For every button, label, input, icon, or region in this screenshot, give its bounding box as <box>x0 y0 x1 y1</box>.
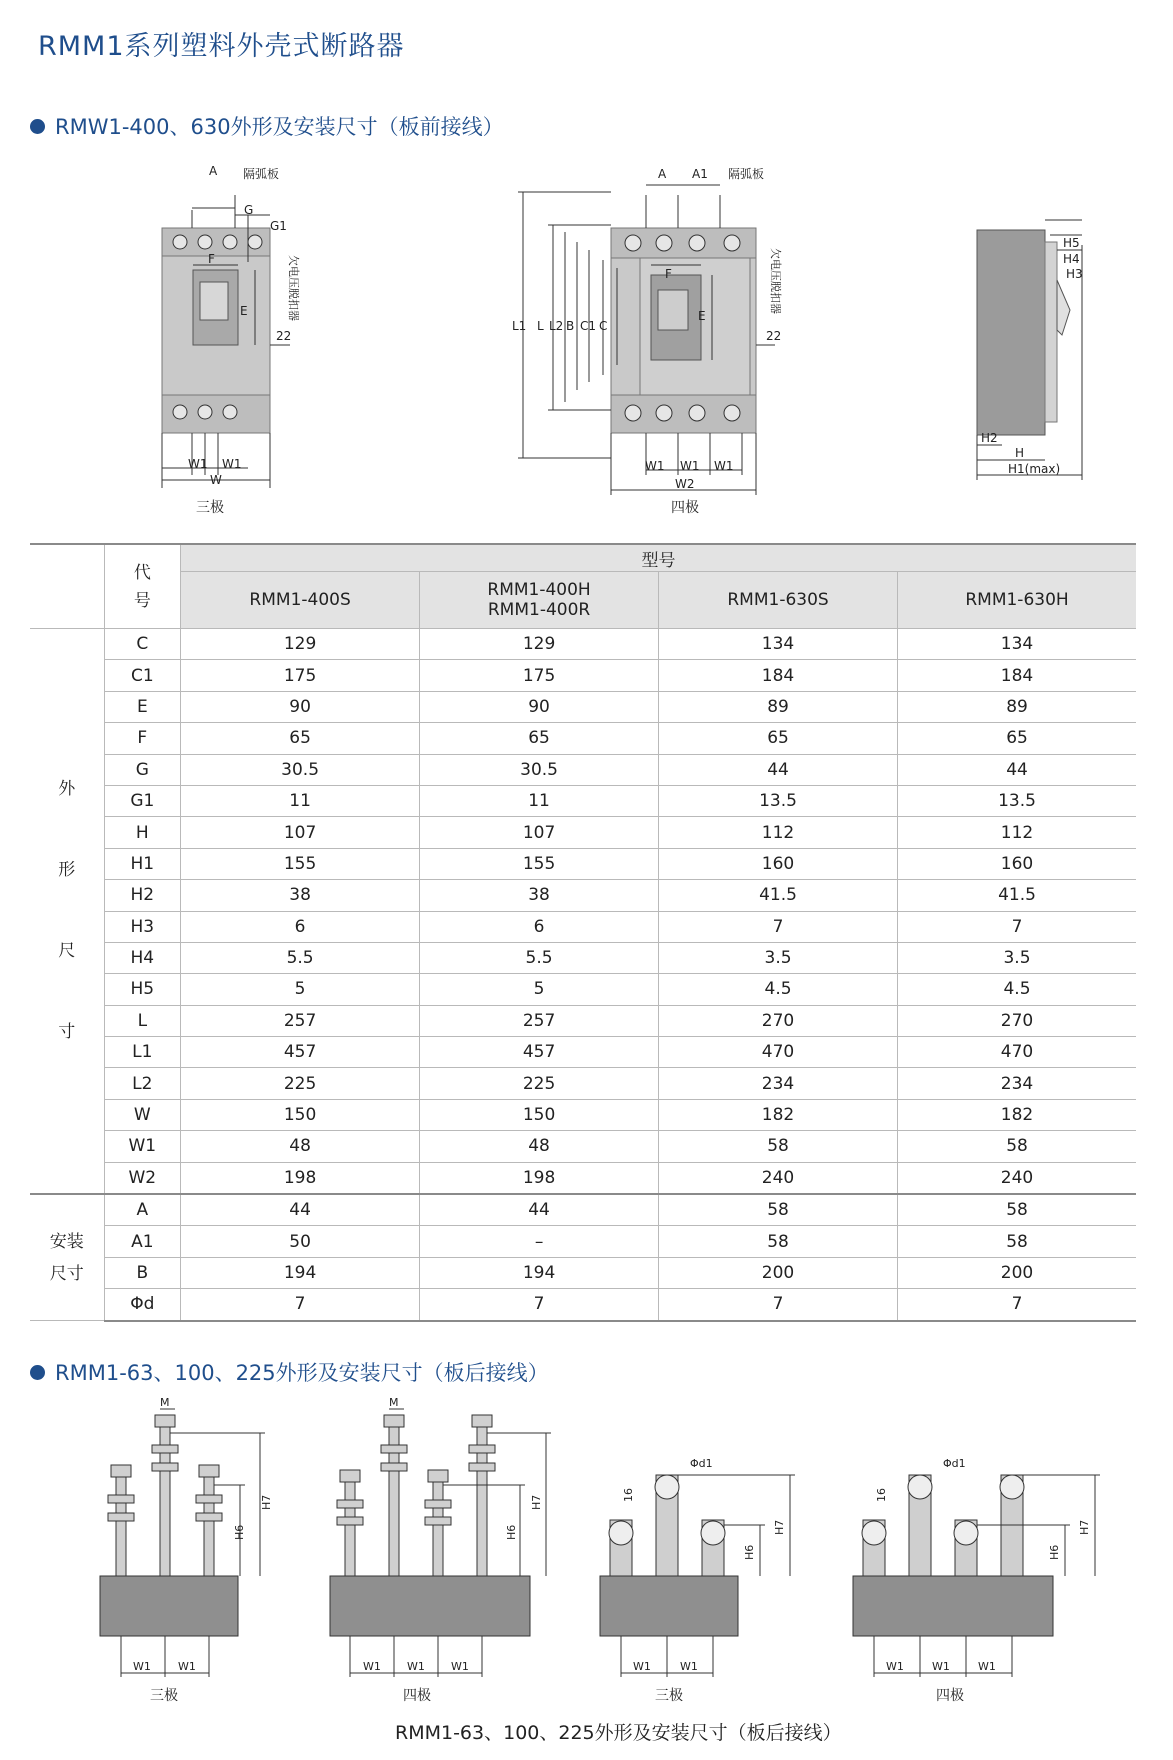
value-cell: 107 <box>420 817 659 848</box>
row-code-cell: H3 <box>104 911 181 942</box>
value-cell: 6 <box>420 911 659 942</box>
value-cell: 44 <box>898 754 1136 785</box>
dim-h7-label: H7 <box>530 1494 543 1510</box>
model-name: RMM1-630H <box>965 590 1069 610</box>
value-cell: 198 <box>181 1162 420 1194</box>
value-cell: 58 <box>898 1131 1136 1162</box>
table-row <box>30 1194 1136 1226</box>
value-cell: 194 <box>181 1257 420 1288</box>
value-cell: 155 <box>181 848 420 879</box>
group-outer-cell <box>30 629 104 1195</box>
dim-c1-label: C1 <box>580 319 597 333</box>
four-pole-label: 四极 <box>403 1688 431 1704</box>
dim-b-label: B <box>566 319 575 333</box>
row-code-cell: A1 <box>104 1226 181 1257</box>
dim-l1-label: L1 <box>512 319 527 333</box>
value-cell: 3.5 <box>898 942 1136 973</box>
value-cell: 160 <box>898 848 1136 879</box>
model-name: RMM1-400R <box>487 600 591 620</box>
value-cell: 270 <box>659 1005 898 1036</box>
bullet-icon <box>30 119 45 134</box>
value-cell: 89 <box>659 691 898 722</box>
dim-f-label: F <box>665 267 672 281</box>
value-cell: 234 <box>659 1068 898 1099</box>
value-cell: 175 <box>420 660 659 691</box>
row-code-cell: A <box>104 1194 181 1226</box>
table-row <box>30 1289 1136 1321</box>
value-cell: 112 <box>659 817 898 848</box>
value-cell: 4.5 <box>898 974 1136 1005</box>
value-cell: 7 <box>659 1289 898 1321</box>
value-cell: 58 <box>659 1131 898 1162</box>
dim-h5-label: H5 <box>1063 236 1080 250</box>
dim-l2-label: L2 <box>549 319 564 333</box>
value-cell: 225 <box>420 1068 659 1099</box>
value-cell: 6 <box>181 911 420 942</box>
value-cell: 150 <box>181 1099 420 1130</box>
group-outer-char: 形 <box>58 860 76 881</box>
value-cell: 182 <box>898 1099 1136 1130</box>
dim-w1-label: W1 <box>188 457 208 471</box>
row-code-cell: E <box>104 691 181 722</box>
row-code-cell: G1 <box>104 785 181 816</box>
dim-w1-label: W1 <box>932 1660 950 1673</box>
value-cell: 41.5 <box>898 880 1136 911</box>
value-cell: 457 <box>420 1037 659 1068</box>
value-cell: 58 <box>659 1194 898 1226</box>
table-row <box>30 1005 1136 1036</box>
value-cell: 470 <box>898 1037 1136 1068</box>
value-cell: 30.5 <box>181 754 420 785</box>
row-code-cell: H5 <box>104 974 181 1005</box>
dim-m-label: M <box>389 1396 399 1409</box>
dim-phi-d1-label: Φd1 <box>943 1457 966 1470</box>
arc-plate-label: 隔弧板 <box>728 167 765 181</box>
row-code-cell: L1 <box>104 1037 181 1068</box>
value-cell: 7 <box>659 911 898 942</box>
table-row <box>30 974 1136 1005</box>
bottom-caption: RMM1-63、100、225外形及安装尺寸（板后接线） <box>395 1722 842 1744</box>
dim-h7-label: H7 <box>1078 1519 1091 1535</box>
header-model-cell: 型号 <box>181 544 1136 572</box>
dim-h1max-label: H1(max) <box>1008 462 1061 476</box>
value-cell: 50 <box>181 1226 420 1257</box>
value-cell: 184 <box>898 660 1136 691</box>
value-cell: 38 <box>420 880 659 911</box>
dim-phi-d1-label: Φd1 <box>690 1457 713 1470</box>
dim-w1-label: W1 <box>133 1660 151 1673</box>
dim-h2-label: H2 <box>981 431 998 445</box>
table-row <box>30 1226 1136 1257</box>
value-cell: 65 <box>181 723 420 754</box>
value-cell: 4.5 <box>659 974 898 1005</box>
value-cell: 65 <box>898 723 1136 754</box>
three-pole-label: 三极 <box>150 1688 178 1704</box>
model-name-cell <box>659 572 898 629</box>
row-code-cell: W1 <box>104 1131 181 1162</box>
dim-16-label: 16 <box>622 1488 635 1502</box>
value-cell: 7 <box>898 1289 1136 1321</box>
value-cell: 270 <box>898 1005 1136 1036</box>
dim-w1-label: W1 <box>222 457 242 471</box>
dim-w1-label: W1 <box>407 1660 425 1673</box>
value-cell: 225 <box>181 1068 420 1099</box>
value-cell: 175 <box>181 660 420 691</box>
value-cell: 48 <box>181 1131 420 1162</box>
value-cell: 44 <box>181 1194 420 1226</box>
dim-w1-label: W1 <box>363 1660 381 1673</box>
row-code-cell: Φd <box>104 1289 181 1321</box>
dim-w1-label: W1 <box>680 459 700 473</box>
dim-g-label: G <box>244 203 254 217</box>
table-row <box>30 691 1136 722</box>
dim-h4-label: H4 <box>1063 252 1080 266</box>
section-heading-text: RMW1-400、630外形及安装尺寸（板前接线） <box>55 115 504 139</box>
table-row <box>30 785 1136 816</box>
value-cell: 7 <box>420 1289 659 1321</box>
value-cell: 240 <box>898 1162 1136 1194</box>
value-cell: 107 <box>181 817 420 848</box>
value-cell: 48 <box>420 1131 659 1162</box>
dim-a-label: A <box>658 167 667 181</box>
value-cell: 65 <box>659 723 898 754</box>
row-code-cell: W2 <box>104 1162 181 1194</box>
value-cell: 7 <box>181 1289 420 1321</box>
row-code-cell: C <box>104 629 181 660</box>
table-row <box>30 911 1136 942</box>
group-outer-char: 外 <box>58 779 76 800</box>
value-cell: 182 <box>659 1099 898 1130</box>
value-cell: 200 <box>659 1257 898 1288</box>
table-row <box>30 723 1136 754</box>
table-row <box>30 817 1136 848</box>
value-cell: 134 <box>659 629 898 660</box>
value-cell: 5.5 <box>181 942 420 973</box>
four-pole-label: 四极 <box>671 500 699 516</box>
value-cell: 5 <box>420 974 659 1005</box>
dim-h7-label: H7 <box>260 1494 273 1510</box>
dim-w1-label: W1 <box>714 459 734 473</box>
undervoltage-release-label: 欠电压脱扣器 <box>287 255 300 321</box>
table-row <box>30 942 1136 973</box>
value-cell: 5.5 <box>420 942 659 973</box>
table-row <box>30 629 1136 660</box>
value-cell: 11 <box>181 785 420 816</box>
table-models-row <box>30 572 1136 629</box>
table-row <box>30 1068 1136 1099</box>
model-name: RMM1-400H <box>487 580 591 600</box>
dim-w1-label: W1 <box>645 459 665 473</box>
model-name-cell <box>898 572 1136 629</box>
bullet-icon <box>30 1365 45 1380</box>
dim-e-label: E <box>698 309 706 323</box>
value-cell: 194 <box>420 1257 659 1288</box>
value-cell: 198 <box>420 1162 659 1194</box>
value-cell: 90 <box>420 691 659 722</box>
model-name: RMM1-630S <box>727 590 829 610</box>
dim-f-label: F <box>208 252 215 266</box>
dim-c-label: C <box>599 319 608 333</box>
group-install-text: 安装 <box>49 1231 84 1252</box>
row-code-cell: F <box>104 723 181 754</box>
header-code-char: 代 <box>133 562 151 583</box>
table-row <box>30 1131 1136 1162</box>
dim-22-label: 22 <box>276 329 292 343</box>
group-outer-char: 寸 <box>58 1022 76 1043</box>
table-row <box>30 660 1136 691</box>
header-code-char: 号 <box>133 590 151 611</box>
row-code-cell: G <box>104 754 181 785</box>
value-cell: 112 <box>898 817 1136 848</box>
dim-g1-label: G1 <box>270 219 287 233</box>
section-heading-back <box>30 1357 549 1387</box>
value-cell: – <box>420 1226 659 1257</box>
value-cell: 11 <box>420 785 659 816</box>
value-cell: 41.5 <box>659 880 898 911</box>
value-cell: 30.5 <box>420 754 659 785</box>
dim-a-label: A <box>209 164 218 178</box>
table-row <box>30 848 1136 879</box>
back-wiring-diagrams <box>0 1395 1173 1710</box>
model-name-cell <box>181 572 420 629</box>
dim-w1-label: W1 <box>886 1660 904 1673</box>
dim-h6-label: H6 <box>505 1524 518 1540</box>
dim-w1-label: W1 <box>978 1660 996 1673</box>
value-cell: 129 <box>181 629 420 660</box>
row-code-cell: H <box>104 817 181 848</box>
table-header-row <box>30 544 1136 572</box>
value-cell: 155 <box>420 848 659 879</box>
value-cell: 257 <box>420 1005 659 1036</box>
header-code-cell <box>104 544 181 629</box>
dim-a1-label: A1 <box>692 167 708 181</box>
value-cell: 257 <box>181 1005 420 1036</box>
value-cell: 470 <box>659 1037 898 1068</box>
dim-e-label: E <box>240 304 248 318</box>
arc-plate-label: 隔弧板 <box>243 167 280 181</box>
dim-w1-label: W1 <box>633 1660 651 1673</box>
dim-l-label: L <box>537 319 544 333</box>
row-code-cell: L <box>104 1005 181 1036</box>
model-name: RMM1-400S <box>249 590 351 610</box>
value-cell: 90 <box>181 691 420 722</box>
value-cell: 13.5 <box>659 785 898 816</box>
row-code-cell: H1 <box>104 848 181 879</box>
table-row <box>30 1162 1136 1194</box>
value-cell: 200 <box>898 1257 1136 1288</box>
value-cell: 150 <box>420 1099 659 1130</box>
value-cell: 58 <box>898 1226 1136 1257</box>
three-pole-label: 三极 <box>655 1688 683 1704</box>
value-cell: 13.5 <box>898 785 1136 816</box>
value-cell: 58 <box>898 1194 1136 1226</box>
group-outer-char: 尺 <box>58 941 76 962</box>
value-cell: 184 <box>659 660 898 691</box>
value-cell: 134 <box>898 629 1136 660</box>
table-row <box>30 1257 1136 1288</box>
value-cell: 65 <box>420 723 659 754</box>
row-code-cell: L2 <box>104 1068 181 1099</box>
dim-h-label: H <box>1015 446 1025 460</box>
dim-w-label: W <box>210 473 222 487</box>
table-row <box>30 754 1136 785</box>
dim-h6-label: H6 <box>1048 1544 1061 1560</box>
value-cell: 3.5 <box>659 942 898 973</box>
dim-w1-label: W1 <box>451 1660 469 1673</box>
value-cell: 5 <box>181 974 420 1005</box>
dim-h6-label: H6 <box>233 1524 246 1540</box>
four-pole-label: 四极 <box>936 1688 964 1704</box>
row-code-cell: C1 <box>104 660 181 691</box>
dim-h3-label: H3 <box>1066 267 1083 281</box>
value-cell: 58 <box>659 1226 898 1257</box>
section-heading-text: RMM1-63、100、225外形及安装尺寸（板后接线） <box>55 1361 549 1385</box>
value-cell: 234 <box>898 1068 1136 1099</box>
dim-16-label: 16 <box>875 1488 888 1502</box>
value-cell: 129 <box>420 629 659 660</box>
table-corner-cell <box>30 544 104 629</box>
value-cell: 44 <box>659 754 898 785</box>
front-wiring-diagrams <box>0 150 1173 530</box>
value-cell: 44 <box>420 1194 659 1226</box>
value-cell: 7 <box>898 911 1136 942</box>
dim-w1-label: W1 <box>178 1660 196 1673</box>
undervoltage-release-label: 欠电压脱扣器 <box>769 248 782 314</box>
group-install-cell <box>30 1194 104 1321</box>
row-code-cell: H4 <box>104 942 181 973</box>
section-heading-front <box>30 111 504 141</box>
table-row <box>30 880 1136 911</box>
value-cell: 457 <box>181 1037 420 1068</box>
page-title: RMM1系列塑料外壳式断路器 <box>38 31 405 62</box>
table-row <box>30 1099 1136 1130</box>
dim-22-label: 22 <box>766 329 782 343</box>
dim-w2-label: W2 <box>675 477 695 491</box>
model-name-cell <box>420 572 659 629</box>
dim-h7-label: H7 <box>773 1519 786 1535</box>
dim-h6-label: H6 <box>743 1544 756 1560</box>
value-cell: 38 <box>181 880 420 911</box>
dim-w1-label: W1 <box>680 1660 698 1673</box>
table-row <box>30 1037 1136 1068</box>
row-code-cell: H2 <box>104 880 181 911</box>
value-cell: 89 <box>898 691 1136 722</box>
row-code-cell: W <box>104 1099 181 1130</box>
dim-m-label: M <box>160 1396 170 1409</box>
group-install-text: 尺寸 <box>49 1263 84 1284</box>
dimension-table <box>30 543 1136 1322</box>
three-pole-label: 三极 <box>196 500 224 516</box>
value-cell: 240 <box>659 1162 898 1194</box>
value-cell: 160 <box>659 848 898 879</box>
row-code-cell: B <box>104 1257 181 1288</box>
